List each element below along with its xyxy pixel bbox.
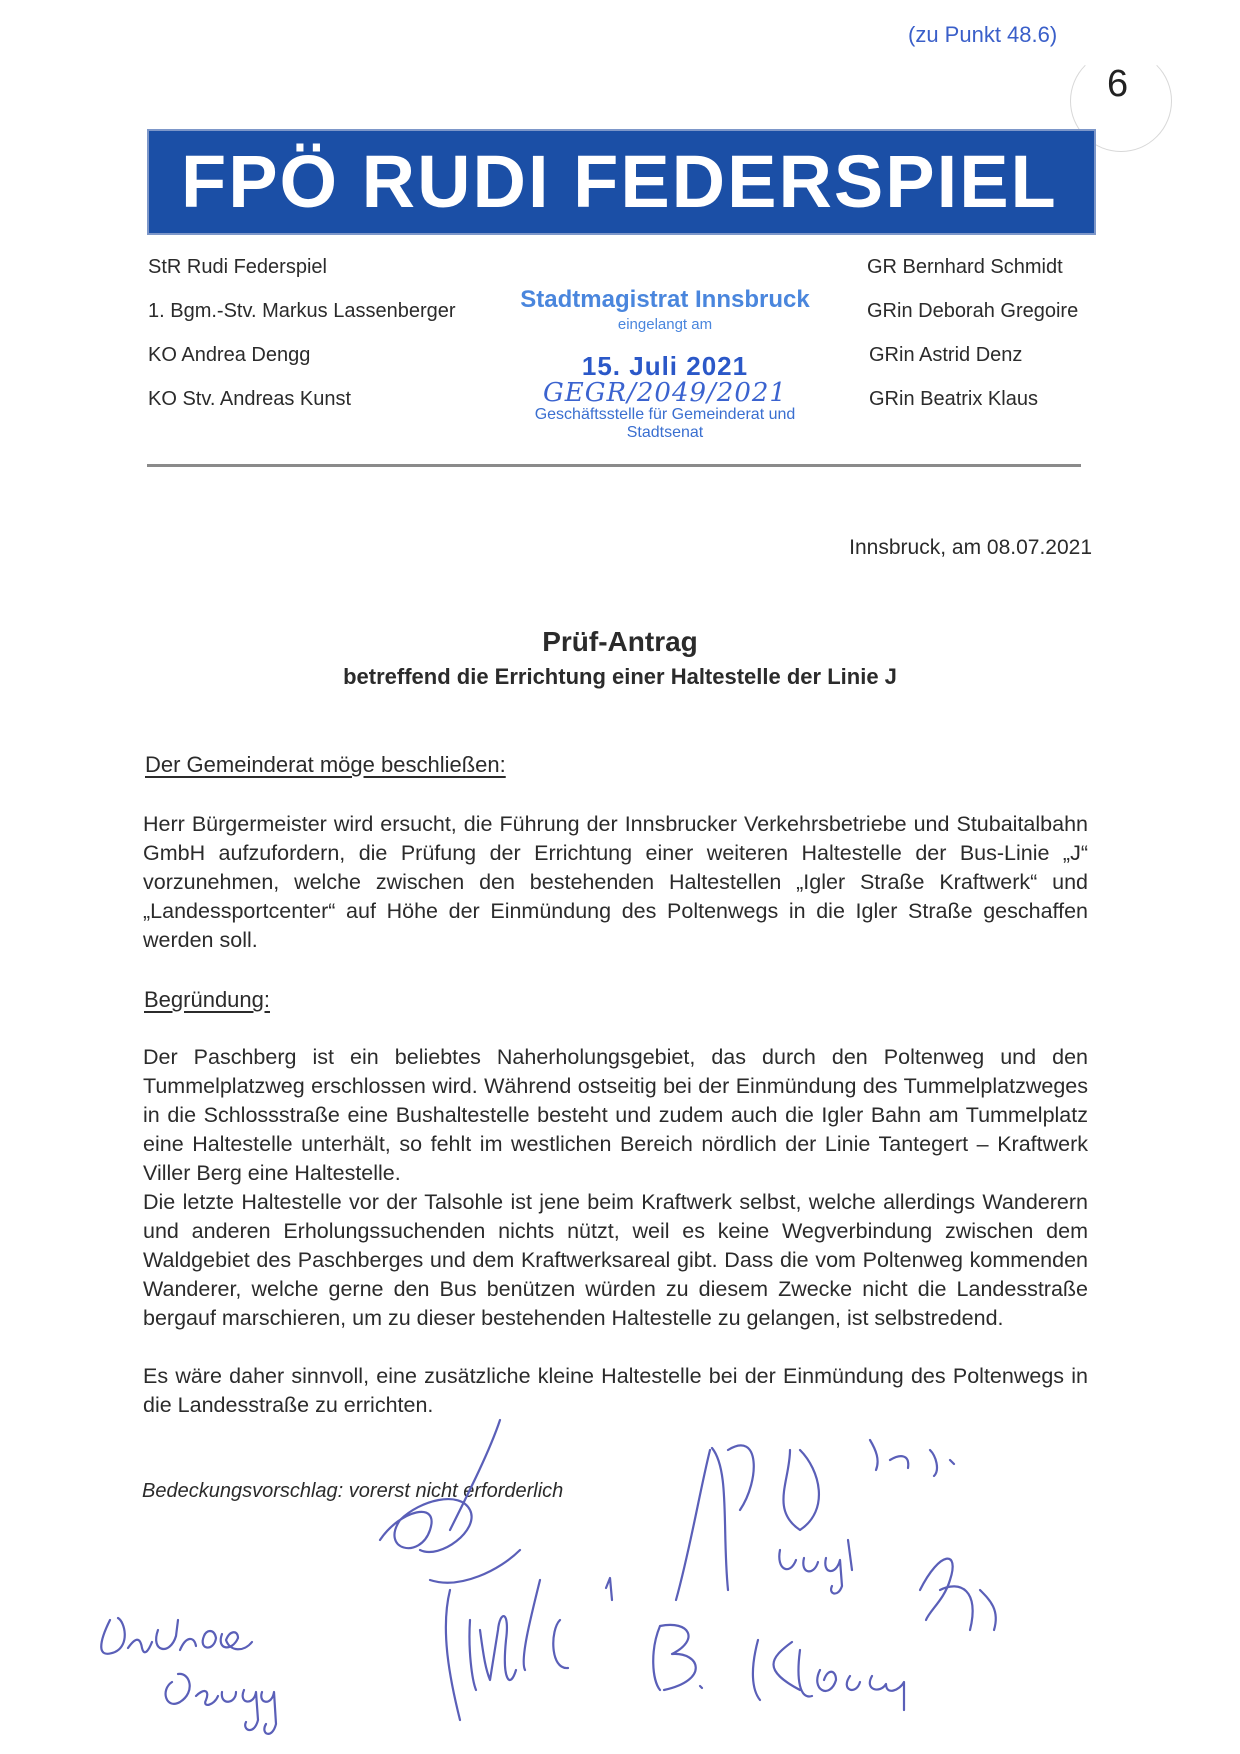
banner-title: FPÖ RUDI FEDERSPIEL: [181, 140, 1058, 223]
signatures-area: [0, 1390, 1240, 1754]
party-banner: [149, 131, 1094, 233]
member-right-3: GRin Astrid Denz: [869, 344, 1023, 366]
receipt-stamp: [500, 286, 830, 442]
reference-note: (zu Punkt 48.6): [908, 22, 1058, 47]
reasoning-paragraph-2: Die letzte Haltestelle vor der Talsohle ist jene beim Kraftwerk selbst, welche allerdings Wanderern und anderen Erholungssuchenden nichts nützt, weil es keine Wegverbindung zwischen dem Waldgebiet des Paschberges und dem Kraftwerksareal gibt. Dass die vom Poltenweg kommenden Wanderer, welche gerne den Bus benützen würden zu diesem Zwecke nicht die Landesstraße bergauf marschieren, um zu dieser bestehenden Haltestelle zu gelangen, ist selbstredend.: [143, 1190, 1088, 1330]
stamp-office: Stadtmagistrat Innsbruck: [520, 286, 810, 313]
reasoning-heading: [144, 987, 270, 1013]
signature-rudi-federspiel: [380, 1420, 612, 1720]
member-left-2: 1. Bgm.-Stv. Markus Lassenberger: [148, 300, 456, 322]
page-number: 6: [1107, 63, 1129, 105]
signature-b-klaus: [653, 1625, 904, 1710]
member-left-4: KO Stv. Andreas Kunst: [148, 388, 352, 410]
stamp-file-number: GEGR/2049/2021: [543, 378, 787, 408]
signature-gregoire: [779, 1440, 954, 1594]
resolution-heading-text: Der Gemeinderat möge beschließen:: [145, 752, 506, 777]
document-subtitle: betreffend die Errichtung einer Haltestelle der Linie J: [343, 664, 897, 689]
reasoning-heading-text: Begründung:: [144, 987, 270, 1012]
place-date: Innsbruck, am 08.07.2021: [849, 536, 1092, 559]
header-divider: [147, 464, 1081, 467]
stamp-department: Geschäftsstelle für Gemeinderat und Stadtsenat: [534, 406, 796, 441]
reasoning-paragraph-1: Der Paschberg ist ein beliebtes Naherholungsgebiet, das durch den Poltenweg und den Tummelplatzweg erschlossen wird. Während ostseitig bei der Einmündung des Tummelplatzweges in die Schlossstraße eine Bushaltestelle besteht und zudem auch die Igler Bahn am Tummelplatz eine Haltestelle unterhält, so fehlt im westlichen Bereich nördlich der Linie Tantegert – Kraftwerk Viller Berg eine Haltestelle.: [143, 1045, 1088, 1185]
coverage-note: Bedeckungsvorschlag: vorerst nicht erforderlich: [142, 1480, 564, 1502]
reasoning-paragraph-3: Es wäre daher sinnvoll, eine zusätzliche kleine Haltestelle bei der Einmündung des Poltenwegs in die Landesstraße zu errichten.: [143, 1364, 1088, 1417]
signature-andrea-dengg: [101, 1618, 276, 1734]
resolution-paragraph: Herr Bürgermeister wird ersucht, die Führung der Innsbrucker Verkehrsbetriebe und Stubaitalbahn GmbH aufzufordern, die Prüfung der Errichtung einer weiteren Haltestelle der Bus-Linie „J“ vorzunehmen, welche zwischen den bestehenden Haltestellen „Igler Straße Kraftwerk“ und „Landessportcenter“ auf Höhe der Einmündung des Poltenwegs in die Igler Straße geschaffen werden soll.: [143, 812, 1088, 952]
member-right-1: GR Bernhard Schmidt: [867, 256, 1063, 278]
stamp-received-date: 15. Juli 2021: [581, 351, 749, 381]
member-left-3: KO Andrea Dengg: [148, 344, 311, 366]
resolution-heading: [145, 752, 506, 778]
member-right-4: GRin Beatrix Klaus: [869, 388, 1038, 410]
member-right-2: GRin Deborah Gregoire: [867, 300, 1079, 322]
member-left-1: StR Rudi Federspiel: [148, 256, 327, 278]
stamp-received-label: eingelangt am: [617, 316, 713, 333]
signature-denz: [920, 1559, 996, 1630]
document-title: Prüf-Antrag: [542, 626, 698, 657]
signature-lassenberger: [676, 1445, 819, 1600]
